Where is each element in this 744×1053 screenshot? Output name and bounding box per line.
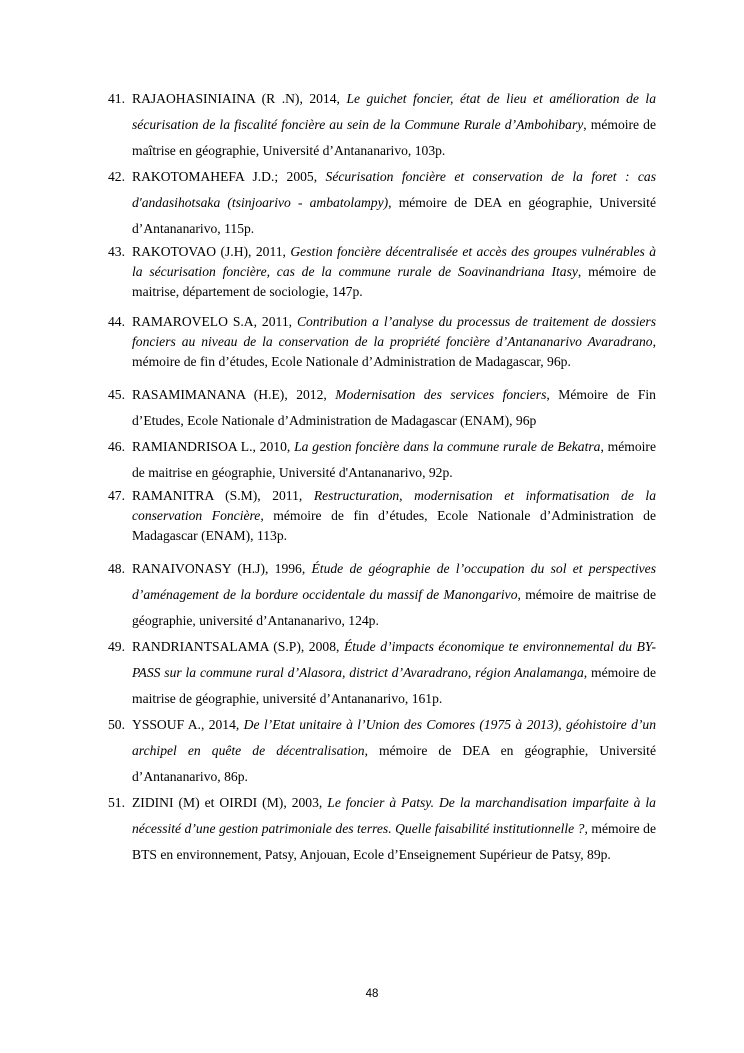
reference-title: Le foncier à Patsy. De la marchandisation imparfaite à la nécessité d’une gestion patrimoniale des terres. Quelle faisabilité institutionnelle ?, [132, 795, 656, 836]
reference-details: , mémoire de maîtrise en géographie, Université d’Antananarivo, 103p. [132, 117, 656, 158]
reference-title: Modernisation des services fonciers [335, 387, 547, 402]
reference-number: 47. [108, 488, 125, 503]
reference-item [108, 434, 656, 486]
reference-item [108, 382, 656, 434]
reference-title: Étude d’impacts économique te environnemental du BY-PASS sur la commune rural d’Alasora, district d’Avaradrano, région Analamanga, [132, 639, 657, 680]
reference-item [108, 556, 656, 634]
reference-title: Gestion foncière décentralisée et accès des groupes vulnérables à la sécurisation foncière, cas de la commune rurale de Soavinandriana Itasy [132, 244, 656, 279]
reference-details: , mémoire de maitrise en géographie, Université d'Antananarivo, 92p. [132, 439, 656, 480]
reference-title: Restructuration, modernisation et informatisation de la conservation Foncière, [132, 488, 656, 523]
reference-author: RAKOTOVAO (J.H), 2011, [132, 244, 291, 259]
reference-title: La gestion foncière dans la commune rurale de Bekatra [294, 439, 601, 454]
reference-details: , mémoire de maitrise de géographie, université d’Antananarivo, 124p. [132, 587, 656, 628]
reference-title: Étude de géographie de l’occupation du sol et perspectives d’aménagement de la bordure occidentale du massif de Manongarivo [132, 561, 656, 602]
reference-author: RAMAROVELO S.A, 2011, [132, 314, 297, 329]
reference-author: YSSOUF A., 2014, [132, 717, 244, 732]
reference-author: RAMANITRA (S.M), 2011, [132, 488, 314, 503]
reference-details: , mémoire de DEA en géographie, Université d’Antananarivo, 86p. [132, 743, 656, 784]
reference-details: mémoire de maitrise de géographie, université d’Antananarivo, 161p. [132, 665, 656, 706]
reference-details: mémoire de fin d’études, Ecole Nationale d’Administration de Madagascar (ENAM), 113p. [132, 508, 656, 543]
reference-number: 45. [108, 387, 125, 402]
reference-item [108, 312, 656, 372]
reference-author: RAJAOHASINIAINA (R .N), 2014, [132, 91, 347, 106]
reference-number: 41. [108, 91, 125, 106]
reference-author: RANDRIANTSALAMA (S.P), 2008, [132, 639, 344, 654]
reference-title: De l’Etat unitaire à l’Union des Comores (1975 à 2013), géohistoire d’un archipel en quête de décentralisation [132, 717, 656, 758]
reference-number: 50. [108, 717, 125, 732]
reference-item [108, 242, 656, 302]
reference-item [108, 86, 656, 164]
reference-title: Le guichet foncier, état de lieu et amélioration de la sécurisation de la fiscalité foncière au sein de la Commune Rurale d’Ambohibary [132, 91, 656, 132]
page-number: 48 [365, 988, 379, 1000]
reference-author: RASAMIMANANA (H.E), 2012, [132, 387, 336, 402]
reference-item [108, 712, 656, 790]
reference-number: 46. [108, 439, 125, 454]
reference-details: , mémoire de maitrise, département de sociologie, 147p. [132, 264, 656, 299]
reference-number: 42. [108, 169, 125, 184]
reference-title: Contribution a l’analyse du processus de traitement de dossiers fonciers au niveau de la conservation de la propriété foncière d’Antananarivo Avaradrano [132, 314, 656, 349]
reference-author: RANAIVONASY (H.J), 1996, [132, 561, 312, 576]
reference-details: , mémoire de fin d’études, Ecole Nationale d’Administration de Madagascar, 96p. [132, 334, 656, 369]
reference-number: 44. [108, 314, 125, 329]
bibliography-list [108, 86, 656, 868]
reference-item [108, 486, 656, 546]
reference-item [108, 634, 656, 712]
reference-details: , Mémoire de Fin d’Etudes, Ecole Nationale d’Administration de Madagascar (ENAM), 96p [132, 387, 656, 428]
reference-author: ZIDINI (M) et OIRDI (M), 2003, [132, 795, 328, 810]
reference-number: 43. [108, 244, 125, 259]
reference-item [108, 164, 656, 242]
reference-author: RAKOTOMAHEFA J.D.; 2005, [132, 169, 326, 184]
reference-number: 48. [108, 561, 125, 576]
reference-title: Sécurisation foncière et conservation de la foret : cas d'andasihotsaka (tsinjoarivo - ambatolampy), [132, 169, 656, 210]
reference-details: mémoire de DEA en géographie, Université d’Antananarivo, 115p. [132, 195, 656, 236]
reference-number: 51. [108, 795, 125, 810]
reference-details: mémoire de BTS en environnement, Patsy, Anjouan, Ecole d’Enseignement Supérieur de Patsy, 89p. [132, 821, 656, 862]
reference-number: 49. [108, 639, 125, 654]
reference-author: RAMIANDRISOA L., 2010, [132, 439, 295, 454]
reference-item [108, 790, 656, 868]
